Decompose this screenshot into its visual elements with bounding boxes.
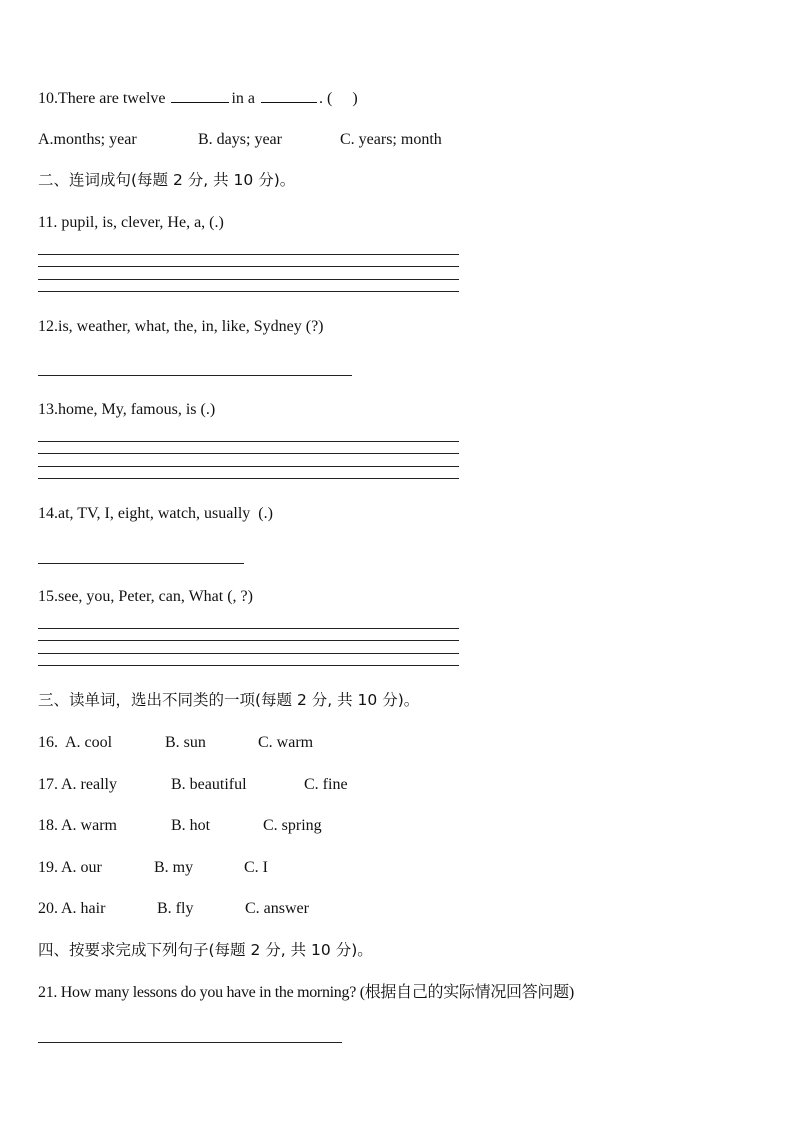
option-a: A. cool (65, 734, 113, 751)
question-text: There are twelve (58, 90, 170, 107)
question-10-options (38, 130, 442, 150)
option-c: C. fine (304, 776, 348, 793)
question-17 (38, 775, 348, 795)
answer-blank[interactable] (171, 88, 229, 103)
option-a: A.months; year (38, 131, 137, 148)
question-number: 17. (38, 776, 58, 793)
writing-line (38, 640, 459, 641)
option-a: A. hair (61, 900, 106, 917)
question-10 (38, 88, 358, 109)
question-20 (38, 899, 309, 919)
writing-line (38, 441, 459, 442)
question-13: 13.home, My, famous, is (.) (38, 401, 216, 418)
option-c: C. answer (245, 900, 309, 917)
question-number: 10. (38, 90, 58, 107)
question-21: 21. How many lessons do you have in the morning? (根据自己的实际情况回答问题) (38, 984, 574, 1001)
question-19 (38, 858, 268, 878)
question-15: 15.see, you, Peter, can, What (, ?) (38, 588, 253, 605)
option-b: B. hot (171, 817, 211, 834)
question-14: 14.at, TV, I, eight, watch, usually (.) (38, 505, 273, 522)
question-number: 16. (38, 734, 58, 751)
question-12: 12.is, weather, what, the, in, like, Sydney (?) (38, 318, 324, 335)
option-a: A. our (61, 859, 102, 876)
question-text: . ( ) (319, 90, 358, 107)
question-18 (38, 816, 322, 836)
answer-line[interactable] (38, 563, 244, 564)
option-c: C. years; month (340, 131, 442, 148)
writing-line (38, 266, 459, 267)
option-b: B. sun (165, 734, 206, 751)
option-c: C. spring (263, 817, 322, 834)
section-4-heading: 四、按要求完成下列句子(每题 2 分, 共 10 分)。 (38, 941, 373, 959)
option-b: B. my (154, 859, 194, 876)
writing-line (38, 478, 459, 479)
answer-line[interactable] (38, 1042, 342, 1043)
question-16 (38, 733, 313, 753)
option-a: A. warm (61, 817, 117, 834)
question-number: 18. (38, 817, 58, 834)
option-b: B. days; year (198, 131, 282, 148)
option-b: B. beautiful (171, 776, 247, 793)
writing-line (38, 628, 459, 629)
section-3-heading: 三、读单词，选出不同类的一项(每题 2 分, 共 10 分)。 (38, 691, 420, 709)
option-b: B. fly (157, 900, 194, 917)
answer-blank[interactable] (261, 88, 317, 103)
writing-line (38, 291, 459, 292)
option-c: C. I (244, 859, 268, 876)
writing-line (38, 653, 459, 654)
writing-line (38, 466, 459, 467)
question-11: 11. pupil, is, clever, He, a, (.) (38, 214, 224, 231)
option-a: A. really (61, 776, 117, 793)
writing-line (38, 254, 459, 255)
section-2-heading: 二、连词成句(每题 2 分, 共 10 分)。 (38, 171, 296, 189)
writing-line (38, 665, 459, 666)
question-text: in a (231, 90, 260, 107)
question-number: 20. (38, 900, 58, 917)
option-c: C. warm (258, 734, 314, 751)
writing-line (38, 279, 459, 280)
writing-line (38, 453, 459, 454)
answer-line[interactable] (38, 375, 352, 376)
question-number: 19. (38, 859, 58, 876)
